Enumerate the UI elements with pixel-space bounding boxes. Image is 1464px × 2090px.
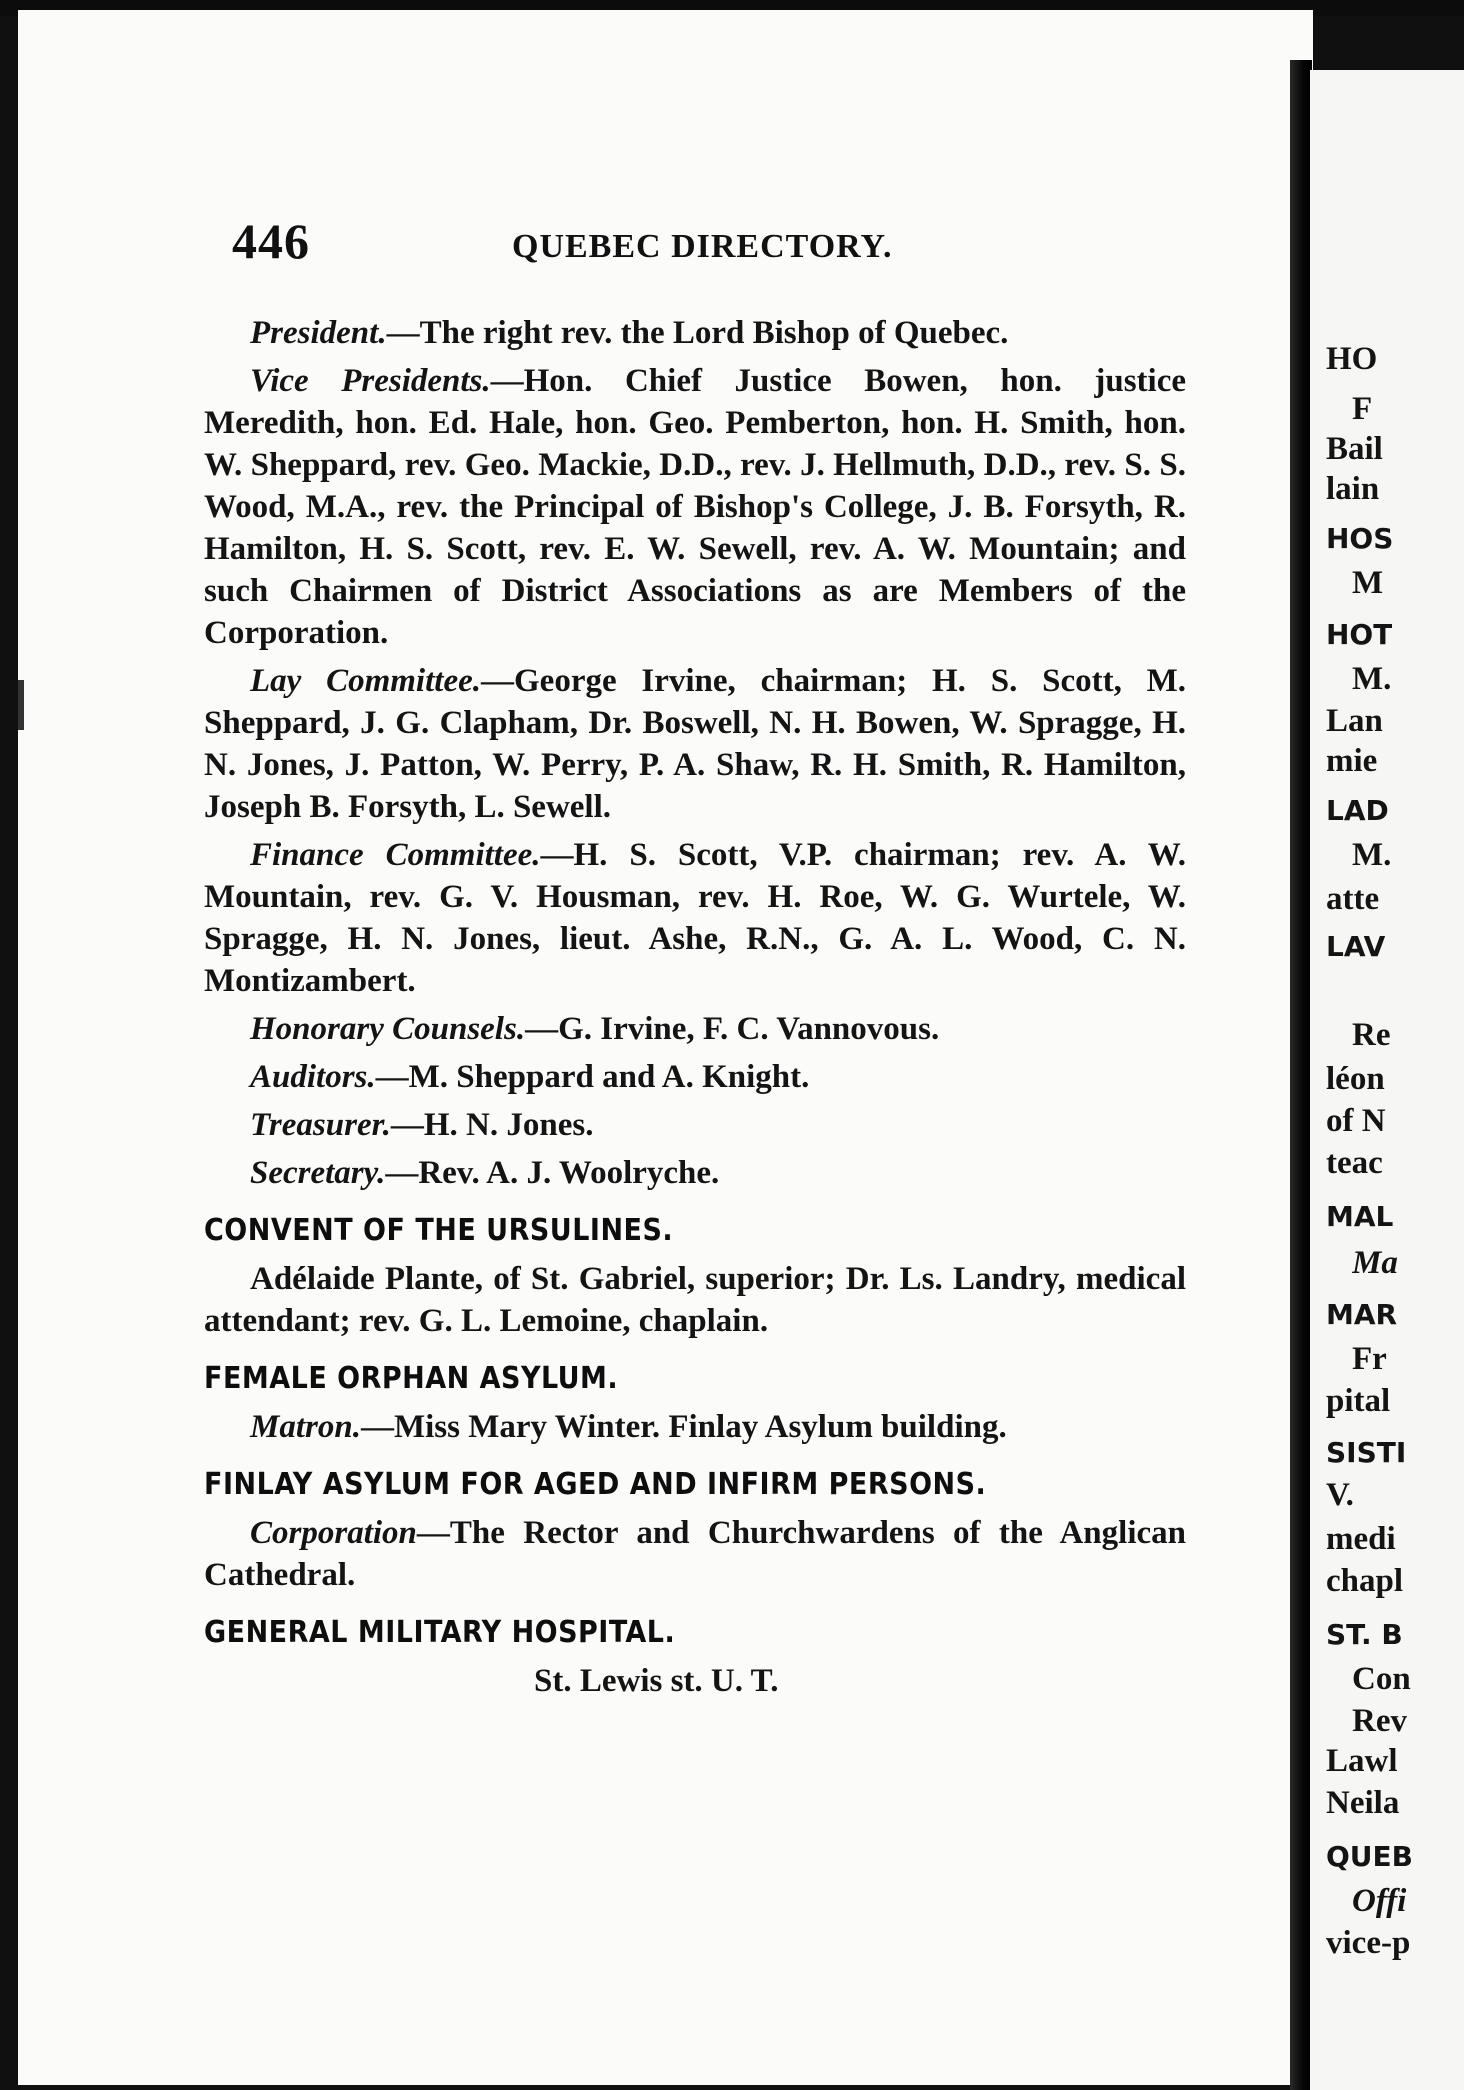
right-page-line: lain [1326, 471, 1380, 507]
entry-text: —Miss Mary Winter. Finlay Asylum building. [360, 1409, 1007, 1445]
entry-label: Corporation [250, 1515, 417, 1551]
right-page-line: HOT [1326, 618, 1393, 651]
right-page-line: SISTI [1326, 1436, 1407, 1469]
right-page-line: LAD [1326, 794, 1389, 827]
right-page-line: QUEB [1326, 1840, 1414, 1873]
right-page-line: F [1352, 391, 1373, 427]
right-page-line: M [1352, 565, 1384, 601]
right-page-line: M. [1352, 837, 1392, 873]
entry-secretary [204, 1152, 1186, 1194]
entry-label: Honorary Counsels. [250, 1011, 526, 1047]
entry-matron [204, 1406, 1186, 1448]
right-page-line: MAL [1326, 1200, 1394, 1233]
entry-label: Treasurer. [250, 1107, 391, 1143]
right-page-line: LAV [1326, 930, 1386, 963]
right-page-line: HO [1326, 341, 1378, 377]
right-page-line: Con [1352, 1661, 1411, 1697]
right-page-line: Neila [1326, 1785, 1400, 1821]
right-page-line: chapl [1326, 1563, 1404, 1599]
entry-corporation [204, 1512, 1186, 1596]
entry-text: —Hon. Chief Justice Bowen, hon. justice Meredith, hon. Ed. Hale, hon. Geo. Pemberton, hon. H. Smith, hon. W. Sheppard, rev. Geo. Mackie, D.D., rev. J. Hellmuth, D.D., rev. S. S. Wood, M.A., rev. the Principal of Bishop's College, J. B. Forsyth, R. Hamilton, H. S. Scott, rev. E. W. Sewell, rev. A. W. Mountain; and such Chairmen of District Associations as are Members of the Corporation. [204, 363, 1187, 651]
section-heading-finlay-asylum: FINLAY ASYLUM FOR AGED AND INFIRM PERSONS. [204, 1467, 987, 1502]
right-page-line: teac [1326, 1145, 1383, 1181]
entry-text: —G. Irvine, F. C. Vannovous. [525, 1011, 940, 1047]
entry-vice-presidents [204, 360, 1186, 654]
entry-lay-committee [204, 660, 1186, 828]
entry-text: —George Irvine, chairman; H. S. Scott, M. Sheppard, J. G. Clapham, Dr. Boswell, N. H. Bowen, W. Spragge, H. N. Jones, J. Patton, W. Perry, P. A. Shaw, R. H. Smith, R. Hamilton, Joseph B. Forsyth, L. Sewell. [204, 663, 1187, 825]
right-page-line: Offi [1352, 1883, 1407, 1919]
section-heading-orphan-asylum: FEMALE ORPHAN ASYLUM. [204, 1361, 619, 1396]
entry-president [204, 312, 1186, 354]
right-page-line: atte [1326, 881, 1380, 917]
right-page-line: léon [1326, 1061, 1385, 1097]
ursulines-text: Adélaide Plante, of St. Gabriel, superior; Dr. Ls. Landry, medical attendant; rev. G. L. Lemoine, chaplain. [204, 1261, 1186, 1339]
right-page-line: Bail [1326, 431, 1383, 467]
directory-column [204, 312, 1186, 1702]
right-page-line: Rev [1352, 1703, 1407, 1739]
right-page-line: Lan [1326, 703, 1383, 739]
entry-text: —H. S. Scott, V.P. chairman; rev. A. W. Mountain, rev. G. V. Housman, rev. H. Roe, W. G. Wurtele, W. Spragge, H. N. Jones, lieut. Ashe, R.N., G. A. L. Wood, C. N. Montizambert. [204, 837, 1186, 999]
right-page-line: Fr [1352, 1341, 1387, 1377]
page-edge-mark [18, 680, 24, 730]
right-page-line: MAR [1326, 1298, 1398, 1331]
right-page-line: vice-p [1326, 1925, 1411, 1961]
show-through-text [760, 1760, 767, 1790]
entry-text: —The Rector and Churchwardens of the Anglican Cathedral. [204, 1515, 1186, 1593]
right-page-line: medi [1326, 1521, 1396, 1557]
entry-text: —H. N. Jones. [390, 1107, 594, 1143]
entry-honorary-counsels [204, 1008, 1186, 1050]
right-page-line: mie [1326, 743, 1378, 779]
entry-label: Finance Committee. [250, 837, 541, 873]
entry-text: —M. Sheppard and A. Knight. [375, 1059, 810, 1095]
right-page-line: M. [1352, 661, 1392, 697]
entry-label: Secretary. [250, 1155, 386, 1191]
entry-treasurer [204, 1104, 1186, 1146]
right-page-line: ST. B [1326, 1618, 1403, 1651]
entry-text: —The right rev. the Lord Bishop of Quebec. [386, 315, 1009, 351]
right-page-line: pital [1326, 1383, 1391, 1419]
entry-text: —Rev. A. J. Woolryche. [385, 1155, 720, 1191]
entry-finance-committee [204, 834, 1186, 1002]
right-page-line: Ma [1352, 1245, 1398, 1281]
right-page-line: of N [1326, 1103, 1386, 1139]
section-heading-military-hospital: GENERAL MILITARY HOSPITAL. [204, 1615, 676, 1650]
running-head: QUEBEC DIRECTORY. [512, 228, 893, 265]
entry-label: Vice Presidents. [250, 363, 491, 399]
right-page-line: Lawl [1326, 1743, 1398, 1779]
entry-label: Matron. [250, 1409, 361, 1445]
entry-label: President. [250, 315, 387, 351]
hospital-address: St. Lewis st. U. T. [534, 1663, 779, 1699]
entry-auditors [204, 1056, 1186, 1098]
right-page-line: V. [1326, 1477, 1354, 1513]
right-page-line: Re [1352, 1017, 1391, 1053]
section-heading-ursulines: CONVENT OF THE URSULINES. [204, 1213, 674, 1248]
right-page-line: HOS [1326, 522, 1394, 555]
page-number: 446 [232, 213, 310, 269]
entry-label: Auditors. [250, 1059, 376, 1095]
entry-label: Lay Committee. [250, 663, 481, 699]
book-gutter [1290, 60, 1312, 2090]
